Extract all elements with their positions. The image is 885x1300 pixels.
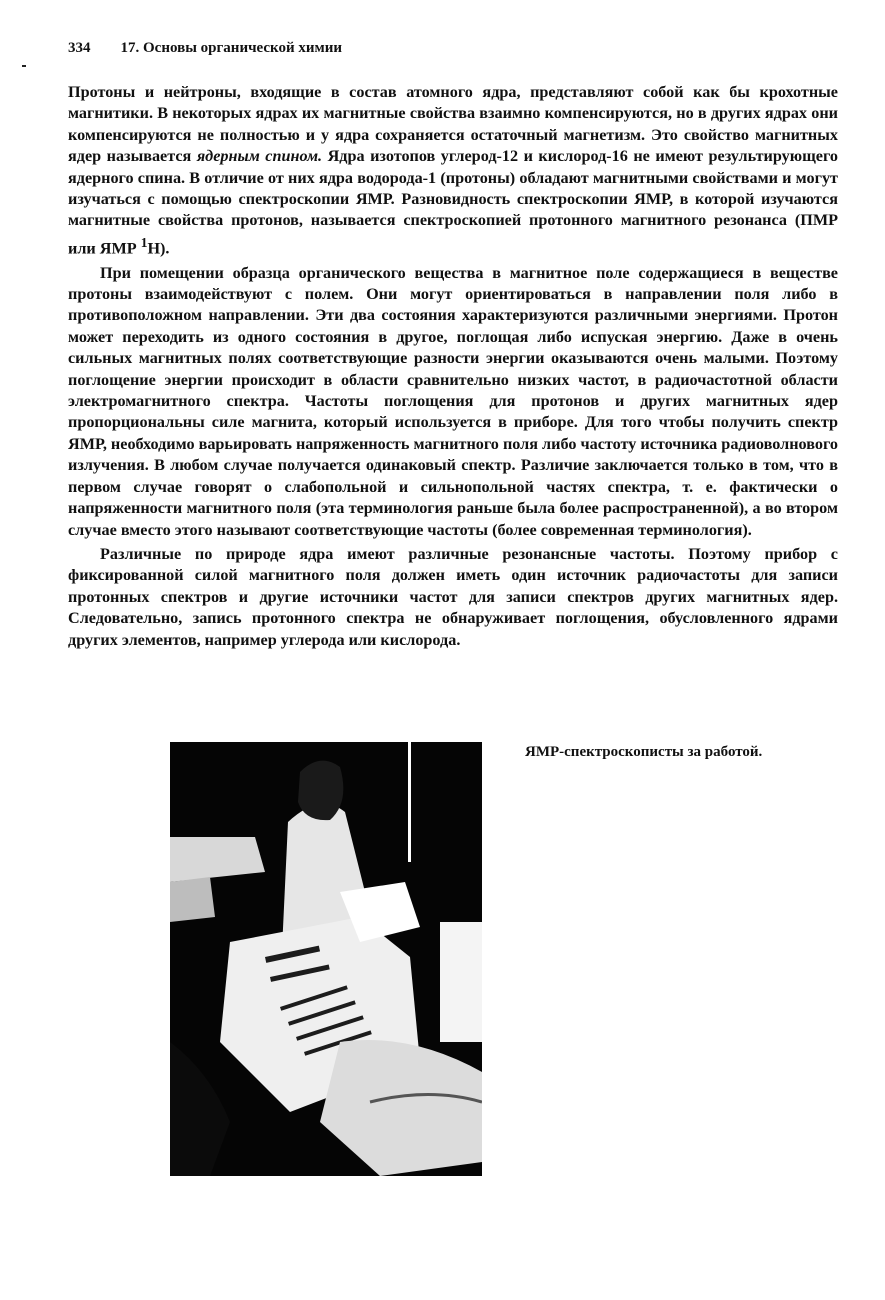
photo-illustration	[170, 742, 482, 1176]
page-number: 334	[68, 40, 91, 56]
page-header	[68, 40, 342, 57]
body-text	[68, 82, 838, 651]
p1-text-b: Ядра изотопов углерод-12 и кислород-16 не имеют результирующего ядерного спина. В отличие от них ядра водорода-1 (протоны) обладают магнитными свойствами и могут изучаться с помощью спектроскопии ЯМР. Разновидность спектроскопии ЯМР, в которой изучаются магнитные свойства протонов, называется спектроскопией протонного магнитного резонанса (ПМР или ЯМР	[68, 147, 839, 258]
paragraph-2: При помещении образца органического вещества в магнитное поле содержащиеся в веществе протоны взаимодействуют с полем. Они могут ориентироваться в направлении поля либо в противоположном направлении. Эти два состояния характеризуются различными энергиями. Протон может переходить из одного состояния в другое, поглощая либо испуская энергию. Даже в очень сильных магнитных полях соответствующие разности энергии оказываются очень малыми. Поэтому поглощение энергии происходит в области сравнительно низких частот, в радиочастотной области электромагнитного спектра. Частоты поглощения для протонов и других магнитных ядер пропорциональны силе магнита, который используется в приборе. Для того чтобы получить спектр ЯМР, необходимо варьировать напряженность магнитного поля либо частоту источника радиоволнового излучения. В любом случае получается одинаковый спектр. Различие заключается только в том, что в первом случае говорят о слабопольной и сильнопольной частях спектра, т. е. фактически о напряженности магнитного поля (эта терминология раньше была более распространенной), а во втором случае вместо этого называют соответствующие частоты (более современная терминология).	[68, 263, 838, 539]
paragraph-1	[68, 82, 838, 260]
chapter-title: 17. Основы органической химии	[120, 40, 343, 56]
margin-mark	[22, 65, 26, 67]
figure-caption: ЯМР-спектроскописты за работой.	[525, 744, 763, 760]
p1-superscript: 1	[140, 234, 148, 250]
p1-emphasis: ядерным спином.	[196, 147, 323, 166]
paragraph-3: Различные по природе ядра имеют различные резонансные частоты. Поэтому прибор с фиксированной силой магнитного поля должен иметь один источник радиочастоты для записи протонных спектров и другие источники частот для записи спектров других магнитных ядер. Следовательно, запись протонного спектра не обнаруживает поглощения, обусловленного ядрами других элементов, например углерода или кислорода.	[68, 544, 838, 649]
p1-text-a: Протоны и нейтроны, входящие в состав атомного ядра, представляют собой как бы крохотные магнитики. В некоторых ядрах их магнитные свойства взаимно компенсируются, но в других ядрах они компенсируются не полностью и у ядра сохраняется остаточный магнетизм. Это свойство магнитных ядер называется	[68, 83, 838, 166]
p1-text-c: Н).	[147, 239, 170, 258]
figure-photo	[170, 742, 482, 1176]
